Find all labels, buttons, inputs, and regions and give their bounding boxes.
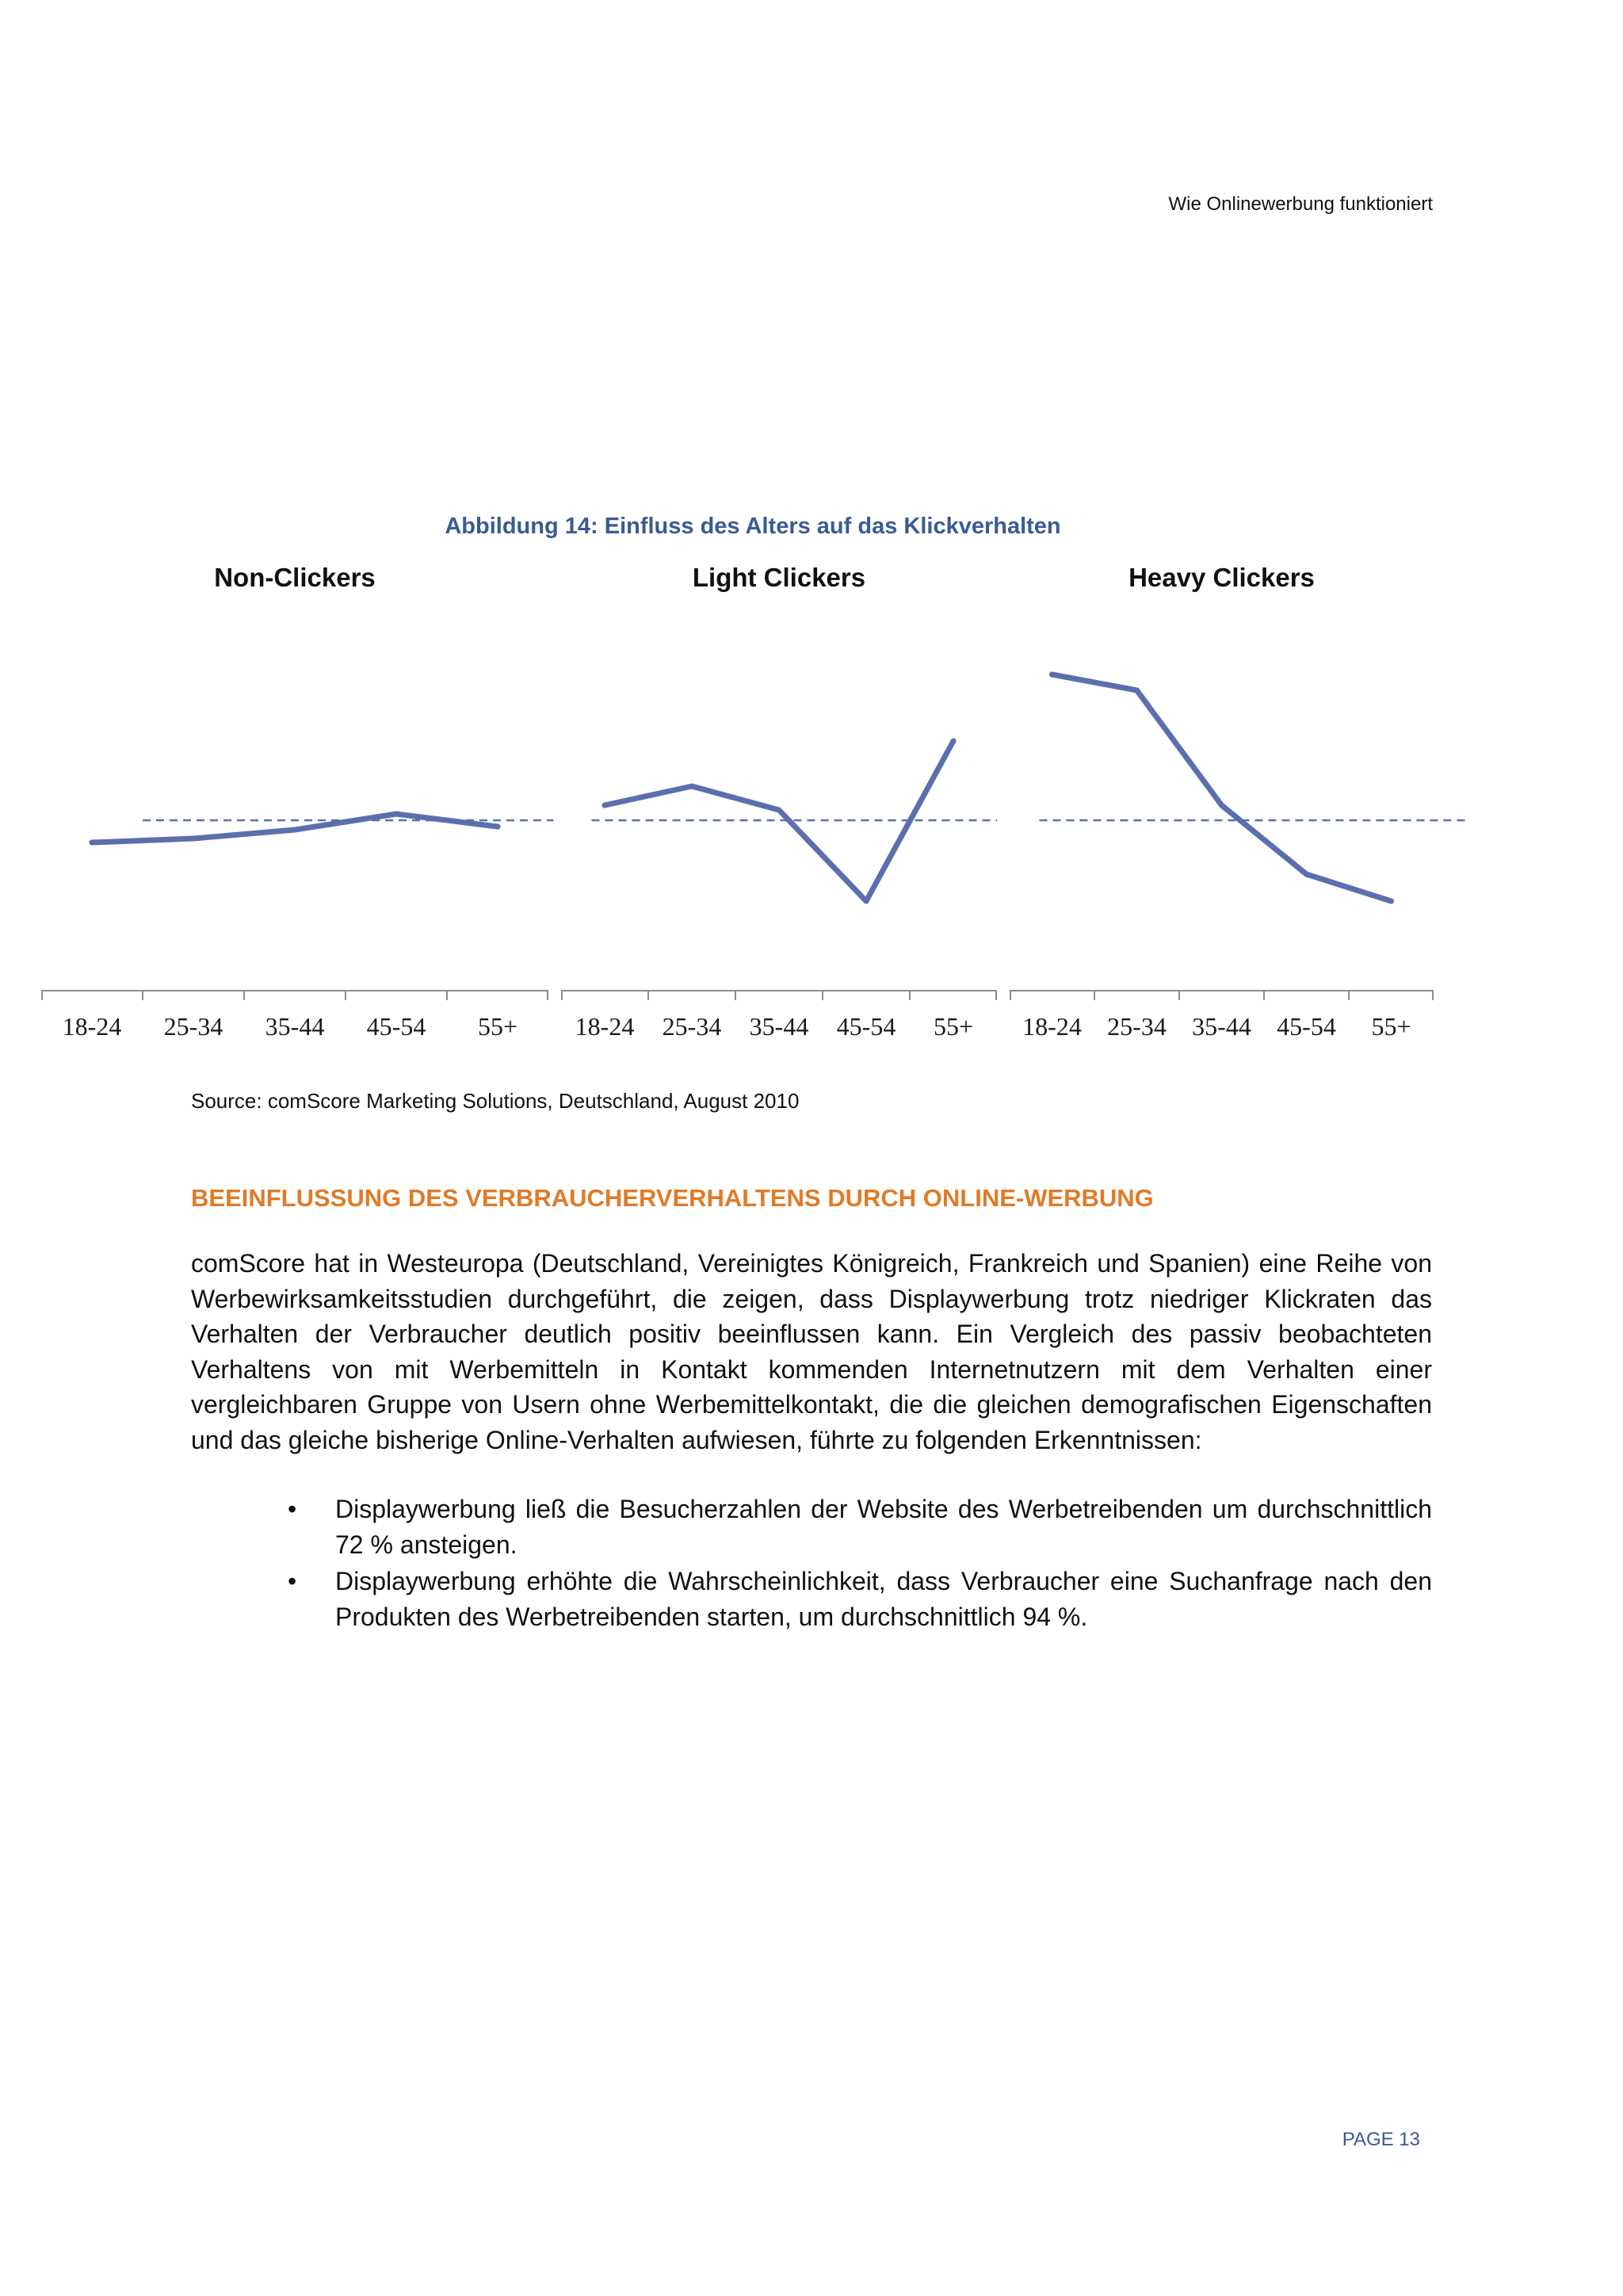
x-tick-label: 25-34 [163, 1012, 223, 1041]
data-point [1304, 872, 1309, 877]
chart-title: Heavy Clickers [1128, 563, 1315, 592]
figure-caption: Abbildung 14: Einfluss des Alters auf das Klickverhalten [445, 514, 1061, 539]
data-point [864, 899, 869, 904]
list-item-text: Displaywerbung erhöhte die Wahrscheinlichkeit, dass Verbraucher eine Suchanfrage nach den Produkten des Werbetreibenden starten, um durchschnittlich 94 %. [335, 1567, 1432, 1631]
list-item [191, 1492, 1432, 1562]
data-point [1219, 803, 1224, 808]
x-tick-label: 25-34 [662, 1012, 722, 1041]
data-point [292, 827, 298, 833]
body-paragraph: comScore hat in Westeuropa (Deutschland, Vereinigtes Königreich, Frankreich und Spanien) eine Reihe von Werbewirksamkeitsstudien durchgeführt, die zeigen, dass Displaywerbung trotz niedriger Klickraten das Verhalten der Verbraucher deutlich positiv beeinflussen kann. Ein Vergleich des passiv beobachteten Verhaltens von mit Werbemitteln in Kontakt kommenden Internetnutzern mit dem Verhalten einer vergleichbaren Gruppe von Usern ohne Werbemittelkontakt, die die gleichen demografischen Eigenschaften und das gleiche bisherige Online-Verhalten aufwiesen, führte zu folgenden Erkenntnissen: [191, 1249, 1432, 1454]
list-item-text: Displaywerbung ließ die Besucherzahlen der Website des Werbetreibenden um durchschnittlich 72 % ansteigen. [335, 1495, 1432, 1559]
page-number: PAGE 13 [1342, 2129, 1420, 2150]
data-point [394, 812, 399, 817]
data-point [191, 836, 197, 842]
list-item [191, 1564, 1432, 1634]
data-point [90, 840, 95, 846]
x-tick-label: 18-24 [575, 1012, 635, 1041]
line-chart-non-clickers [41, 547, 548, 1046]
x-tick-label: 35-44 [749, 1012, 809, 1041]
x-tick-label: 45-54 [836, 1012, 896, 1041]
chart-panel-heavy-clickers [1010, 547, 1434, 1046]
bullet-icon: • [288, 1495, 297, 1523]
series-line [1052, 674, 1392, 901]
data-point [1134, 688, 1140, 693]
data-point [602, 803, 608, 808]
bullet-icon: • [288, 1567, 297, 1595]
x-tick-label: 45-54 [1277, 1012, 1336, 1041]
chart-panel-non-clickers [41, 547, 548, 1046]
chart-panel-light-clickers [561, 547, 997, 1046]
x-tick-label: 55+ [1371, 1012, 1411, 1041]
data-point [689, 784, 695, 789]
x-tick-label: 18-24 [62, 1012, 122, 1041]
x-tick-label: 18-24 [1022, 1012, 1082, 1041]
data-point [495, 824, 501, 830]
line-chart-light-clickers [561, 547, 997, 1046]
x-tick-label: 25-34 [1107, 1012, 1167, 1041]
findings-list [191, 1492, 1432, 1636]
x-tick-label: 55+ [933, 1012, 974, 1041]
line-chart-heavy-clickers [1010, 547, 1434, 1046]
data-point [1049, 672, 1055, 678]
series-line [605, 741, 953, 901]
x-tick-label: 45-54 [366, 1012, 426, 1041]
section-heading: BEEINFLUSSUNG DES VERBRAUCHERVERHALTENS DURCH ONLINE-WERBUNG [191, 1184, 1154, 1212]
x-tick-label: 35-44 [265, 1012, 325, 1041]
x-tick-label: 55+ [477, 1012, 518, 1041]
data-point [1388, 899, 1394, 904]
x-tick-label: 35-44 [1192, 1012, 1251, 1041]
chart-source: Source: comScore Marketing Solutions, Deutschland, August 2010 [191, 1089, 800, 1113]
running-header: Wie Onlinewerbung funktioniert [1168, 193, 1433, 215]
chart-title: Light Clickers [692, 563, 866, 592]
data-point [951, 739, 957, 744]
data-point [777, 808, 782, 813]
chart-title: Non-Clickers [214, 563, 376, 592]
